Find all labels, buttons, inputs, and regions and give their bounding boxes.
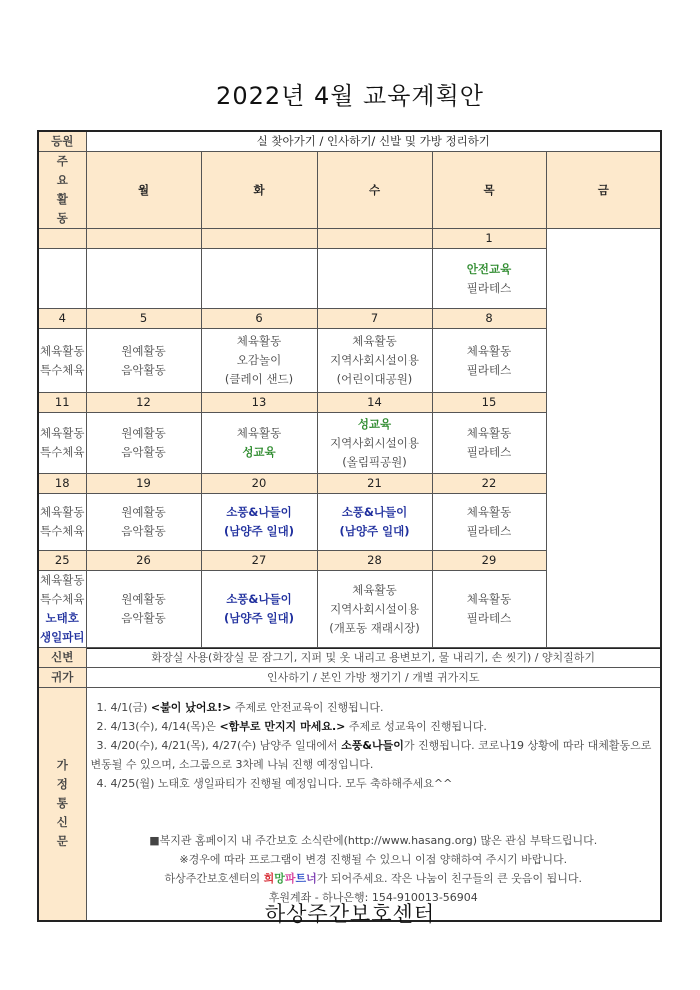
date-cell: 26 — [86, 551, 201, 571]
activity-line: 특수체육 — [40, 524, 85, 538]
activity-cell — [38, 329, 86, 393]
activity-line: 특수체육 — [40, 362, 85, 377]
activity-row — [38, 571, 661, 649]
date-cell: 20 — [201, 474, 317, 494]
activity-line: 원예활동 — [121, 426, 166, 440]
activity-cell — [86, 249, 201, 309]
activity-line: 성교육 — [357, 416, 392, 431]
activity-line: 오감놀이 — [236, 353, 282, 367]
activity-cell — [432, 413, 546, 474]
departure-row — [38, 668, 661, 688]
activity-line: 노태호 생일파티 — [40, 611, 85, 644]
date-cell — [86, 229, 201, 249]
date-cell: 4 — [38, 309, 86, 329]
weekday-mon: 월 — [86, 152, 201, 229]
activity-cell — [432, 494, 546, 551]
activity-line: 체육활동 — [466, 343, 512, 358]
activity-cell — [201, 249, 317, 309]
activity-line: 체육활동 — [40, 573, 85, 587]
activity-cell — [38, 571, 86, 649]
change-notice: ※경우에 따라 프로그램이 변경 진행될 수 있으니 이점 양해하여 주시기 바랍니다. — [179, 853, 568, 866]
activity-line: 체육활동 — [466, 426, 512, 440]
weekday-wed: 수 — [317, 152, 432, 229]
activity-line: 체육활동 — [40, 505, 85, 519]
activity-line: 음악활동 — [121, 445, 166, 459]
main-activity-label: 주 요 활 동 — [38, 152, 86, 229]
activity-line: 음악활동 — [121, 362, 166, 377]
arrival-text: 실 찾아가기 / 인사하기/ 신발 및 가방 정리하기 — [86, 131, 661, 152]
date-cell: 12 — [86, 393, 201, 413]
activity-line: (남양주 일대) — [339, 524, 410, 538]
date-cell: 15 — [432, 393, 546, 413]
activity-cell — [86, 413, 201, 474]
activity-line: 원예활동 — [121, 592, 166, 606]
activity-line: (클레이 샌드) — [224, 372, 294, 386]
weekday-header-row — [38, 152, 661, 229]
activity-line: 소풍&나들이 — [226, 505, 292, 519]
weeks-body — [38, 229, 661, 649]
activity-cell — [201, 571, 317, 649]
activity-cell — [86, 571, 201, 649]
activity-row — [38, 249, 661, 309]
activity-line: 지역사회시설이용 — [330, 353, 419, 367]
activity-line: (어린이대공원) — [336, 372, 413, 386]
activity-line: 필라테스 — [466, 362, 512, 377]
notice-item-1: 1. 4/1(금) <불이 났어요!> 주제로 안전교육이 진행됩니다. — [96, 701, 384, 714]
departure-label: 귀가 — [38, 668, 86, 688]
activity-cell — [201, 329, 317, 393]
activity-cell — [432, 329, 546, 393]
newsletter-row — [38, 688, 661, 921]
date-cell: 19 — [86, 474, 201, 494]
arrival-row — [38, 131, 661, 152]
date-cell: 27 — [201, 551, 317, 571]
date-cell: 18 — [38, 474, 86, 494]
date-row — [38, 393, 661, 413]
activity-line: (남양주 일대) — [223, 611, 295, 625]
activity-line: 체육활동 — [40, 343, 85, 358]
hygiene-text: 화장실 사용(화장실 문 잠그기, 지퍼 및 옷 내리고 용변보기, 물 내리기, 손 씻기) / 양치질하기 — [86, 648, 661, 668]
weekday-tue: 화 — [201, 152, 317, 229]
newsletter-content — [86, 688, 661, 921]
activity-line: 체육활동 — [236, 426, 282, 440]
notice-item-3: 3. 4/20(수), 4/21(목), 4/27(수) 남양주 일대에서 소풍&나들이가 진행됩니다. 코로나19 상황에 따라 대체활동으로 변동될 수 있으며, 소그룹으로 3차례 나눠 진행 예정입니다. — [90, 739, 652, 771]
activity-line: (남양주 일대) — [223, 524, 295, 538]
activity-row — [38, 413, 661, 474]
activity-line: 지역사회시설이용 — [330, 601, 419, 616]
date-cell: 11 — [38, 393, 86, 413]
activity-line: 체육활동 — [466, 592, 512, 606]
date-cell: 5 — [86, 309, 201, 329]
activity-line: 체육활동 — [40, 426, 85, 440]
hygiene-label: 신변 — [38, 648, 86, 668]
date-cell: 8 — [432, 309, 546, 329]
activity-cell — [38, 494, 86, 551]
activity-line: (올림픽공원) — [342, 454, 407, 469]
date-cell: 14 — [317, 393, 432, 413]
date-cell: 25 — [38, 551, 86, 571]
donation-account: 후원계좌 - 하나은행: 154-910013-56904 — [268, 891, 478, 904]
date-cell: 28 — [317, 551, 432, 571]
activity-line: 안전교육 — [466, 261, 512, 276]
activity-cell — [86, 494, 201, 551]
center-name-footer: 하상주간보호센터 — [264, 902, 436, 926]
date-row — [38, 229, 661, 249]
activity-cell — [38, 249, 86, 309]
notice-item-2: 2. 4/13(수), 4/14(목)은 <함부로 만지지 마세요.> 주제로 성교육이 진행됩니다. — [96, 720, 487, 733]
date-cell: 29 — [432, 551, 546, 571]
activity-cell — [86, 329, 201, 393]
newsletter-label: 가 정 통 신 문 — [38, 688, 86, 921]
activity-line: 필라테스 — [466, 280, 512, 295]
date-cell: 22 — [432, 474, 546, 494]
hygiene-row — [38, 648, 661, 668]
activity-line: 음악활동 — [121, 611, 166, 625]
activity-row — [38, 494, 661, 551]
activity-line: 필라테스 — [466, 445, 512, 459]
bottom-section — [37, 647, 662, 922]
activity-row — [38, 329, 661, 393]
date-cell: 13 — [201, 393, 317, 413]
activity-line: 체육활동 — [352, 334, 397, 348]
date-row — [38, 309, 661, 329]
activity-line: 필라테스 — [466, 524, 512, 538]
weekday-fri: 금 — [546, 152, 661, 229]
activity-cell — [317, 494, 432, 551]
date-cell: 6 — [201, 309, 317, 329]
activity-line: 필라테스 — [466, 611, 512, 625]
activity-line: 체육활동 — [352, 582, 397, 597]
date-cell — [201, 229, 317, 249]
activity-cell — [201, 494, 317, 551]
departure-text: 인사하기 / 본인 가방 챙기기 / 개별 귀가지도 — [86, 668, 661, 688]
activity-cell — [432, 249, 546, 309]
homepage-notice: ■복지관 홈페이지 내 주간보호 소식란에(http://www.hasang.org) 많은 관심 부탁드립니다. — [149, 834, 598, 847]
weekday-thu: 목 — [432, 152, 546, 229]
date-cell — [317, 229, 432, 249]
activity-line: 소풍&나들이 — [226, 592, 292, 606]
activity-line: 원예활동 — [121, 343, 166, 358]
date-cell: 1 — [432, 229, 546, 249]
activity-line: 원예활동 — [121, 505, 166, 519]
partner-notice: 하상주간보호센터의 희망파트너가 되어주세요. 작은 나눔이 친구들의 큰 웃음이 됩니다. — [164, 872, 583, 885]
date-row — [38, 474, 661, 494]
education-plan-table — [37, 130, 662, 649]
activity-line: 체육활동 — [236, 334, 282, 348]
date-cell: 21 — [317, 474, 432, 494]
activity-line: 소풍&나들이 — [341, 505, 408, 519]
activity-cell — [201, 413, 317, 474]
date-row — [38, 551, 661, 571]
activity-line: 성교육 — [242, 445, 276, 459]
activity-cell — [317, 329, 432, 393]
activity-line: (개포동 재래시장) — [329, 620, 420, 635]
activity-cell — [317, 413, 432, 474]
page-title: 2022년 4월 교육계획안 — [216, 82, 484, 110]
activity-line: 지역사회시설이용 — [330, 435, 419, 450]
activity-line: 음악활동 — [121, 524, 166, 538]
arrival-label: 등원 — [38, 131, 86, 152]
activity-cell — [317, 249, 432, 309]
notice-item-4: 4. 4/25(월) 노태호 생일파티가 진행될 예정입니다. 모두 축하해주세요^^ — [96, 777, 453, 790]
activity-line: 체육활동 — [466, 505, 512, 519]
activity-line: 특수체육 — [40, 592, 85, 606]
activity-cell — [317, 571, 432, 649]
date-cell: 7 — [317, 309, 432, 329]
activity-cell — [432, 571, 546, 649]
activity-cell — [38, 413, 86, 474]
activity-line: 특수체육 — [40, 445, 85, 459]
date-cell — [38, 229, 86, 249]
